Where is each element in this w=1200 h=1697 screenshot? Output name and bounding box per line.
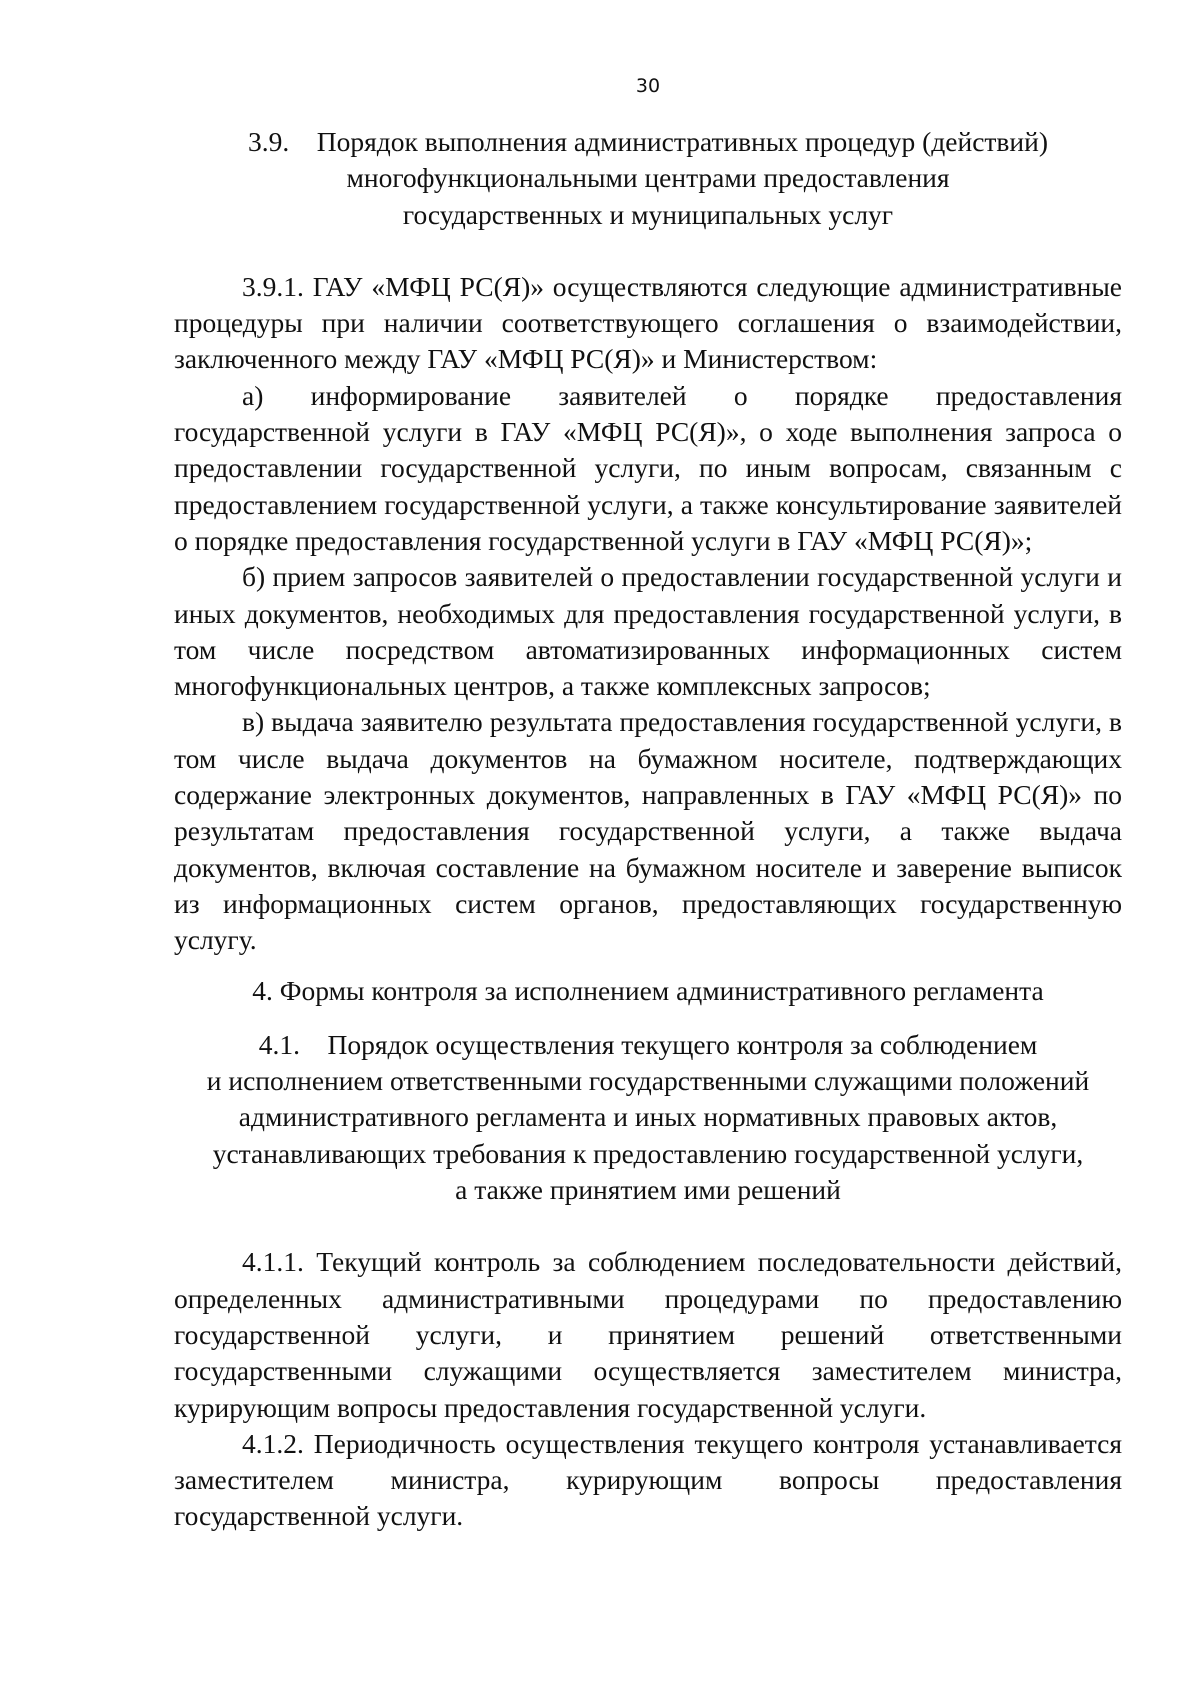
heading-line: устанавливающих требования к предоставлению государственной услуги, [212,1137,1084,1169]
heading-line: 3.9. Порядок выполнения административных процедур (действий) [247,126,1048,157]
paragraph-4-1-2: 4.1.2. Периодичность осуществления текущего контроля устанавливается заместителем министра, курирующим вопросы предоставления государственной услуги. [174,1427,1122,1532]
document-page [174,0,1122,1697]
heading-line: государственных и муниципальных услуг [402,198,894,230]
section-3-9-heading [174,124,1122,233]
heading-line: 4.1. Порядок осуществления текущего контроля за соблюдением [258,1028,1038,1060]
list-item-a: а) информирование заявителей о порядке предоставления государственной услуги в ГАУ «МФЦ РС(Я)», о ходе выполнения запроса о предоставлении государственной услуги, по иным вопросам, связанным с предоставлением государственной услуги, а также консультирование заявителей о порядке предоставления государственной услуги в ГАУ «МФЦ РС(Я)»; [174,379,1122,556]
page-number: 30 [635,75,661,97]
section-4-title: 4. Формы контроля за исполнением административного регламента [252,974,1044,1006]
heading-line: и исполнением ответственными государственными служащими положений [206,1065,1090,1097]
heading-line: многофункциональными центрами предоставления [346,162,950,194]
document-body [174,124,1122,1535]
paragraph-3-9-1: 3.9.1. ГАУ «МФЦ РС(Я)» осуществляются следующие административные процедуры при наличии соответствующего соглашения о взаимодействии, заключенного между ГАУ «МФЦ РС(Я)» и Министерством: [174,270,1122,375]
heading-line: административного регламента и иных нормативных правовых актов, [238,1101,1058,1133]
list-item-v: в) выдача заявителю результата предоставления государственной услуги, в том числе выдача документов на бумажном носителе, подтверждающих содержание электронных документов, направленных в ГАУ «МФЦ РС(Я)» по результатам предоставления государственной услуги, а также выдача документов, включая составление на бумажном носителе и заверение выписок из информационных систем органов, предоставляющих государственную услугу. [174,706,1122,956]
heading-line: а также принятием ими решений [455,1174,841,1206]
list-item-b: б) прием запросов заявителей о предоставлении государственной услуги и иных документов, необходимых для предоставления государственной услуги, в том числе посредством автоматизированных информационных систем многофункциональных центров, а также комплексных запросов; [174,561,1122,702]
paragraph-4-1-1: 4.1.1. Текущий контроль за соблюдением последовательности действий, определенных административными процедурами по предоставлению государственной услуги, и принятием решений ответственными государственными служащими осуществляется заместителем министра, курирующим вопросы предоставления государственной услуги. [174,1246,1122,1423]
section-4-1-heading [174,1027,1122,1208]
